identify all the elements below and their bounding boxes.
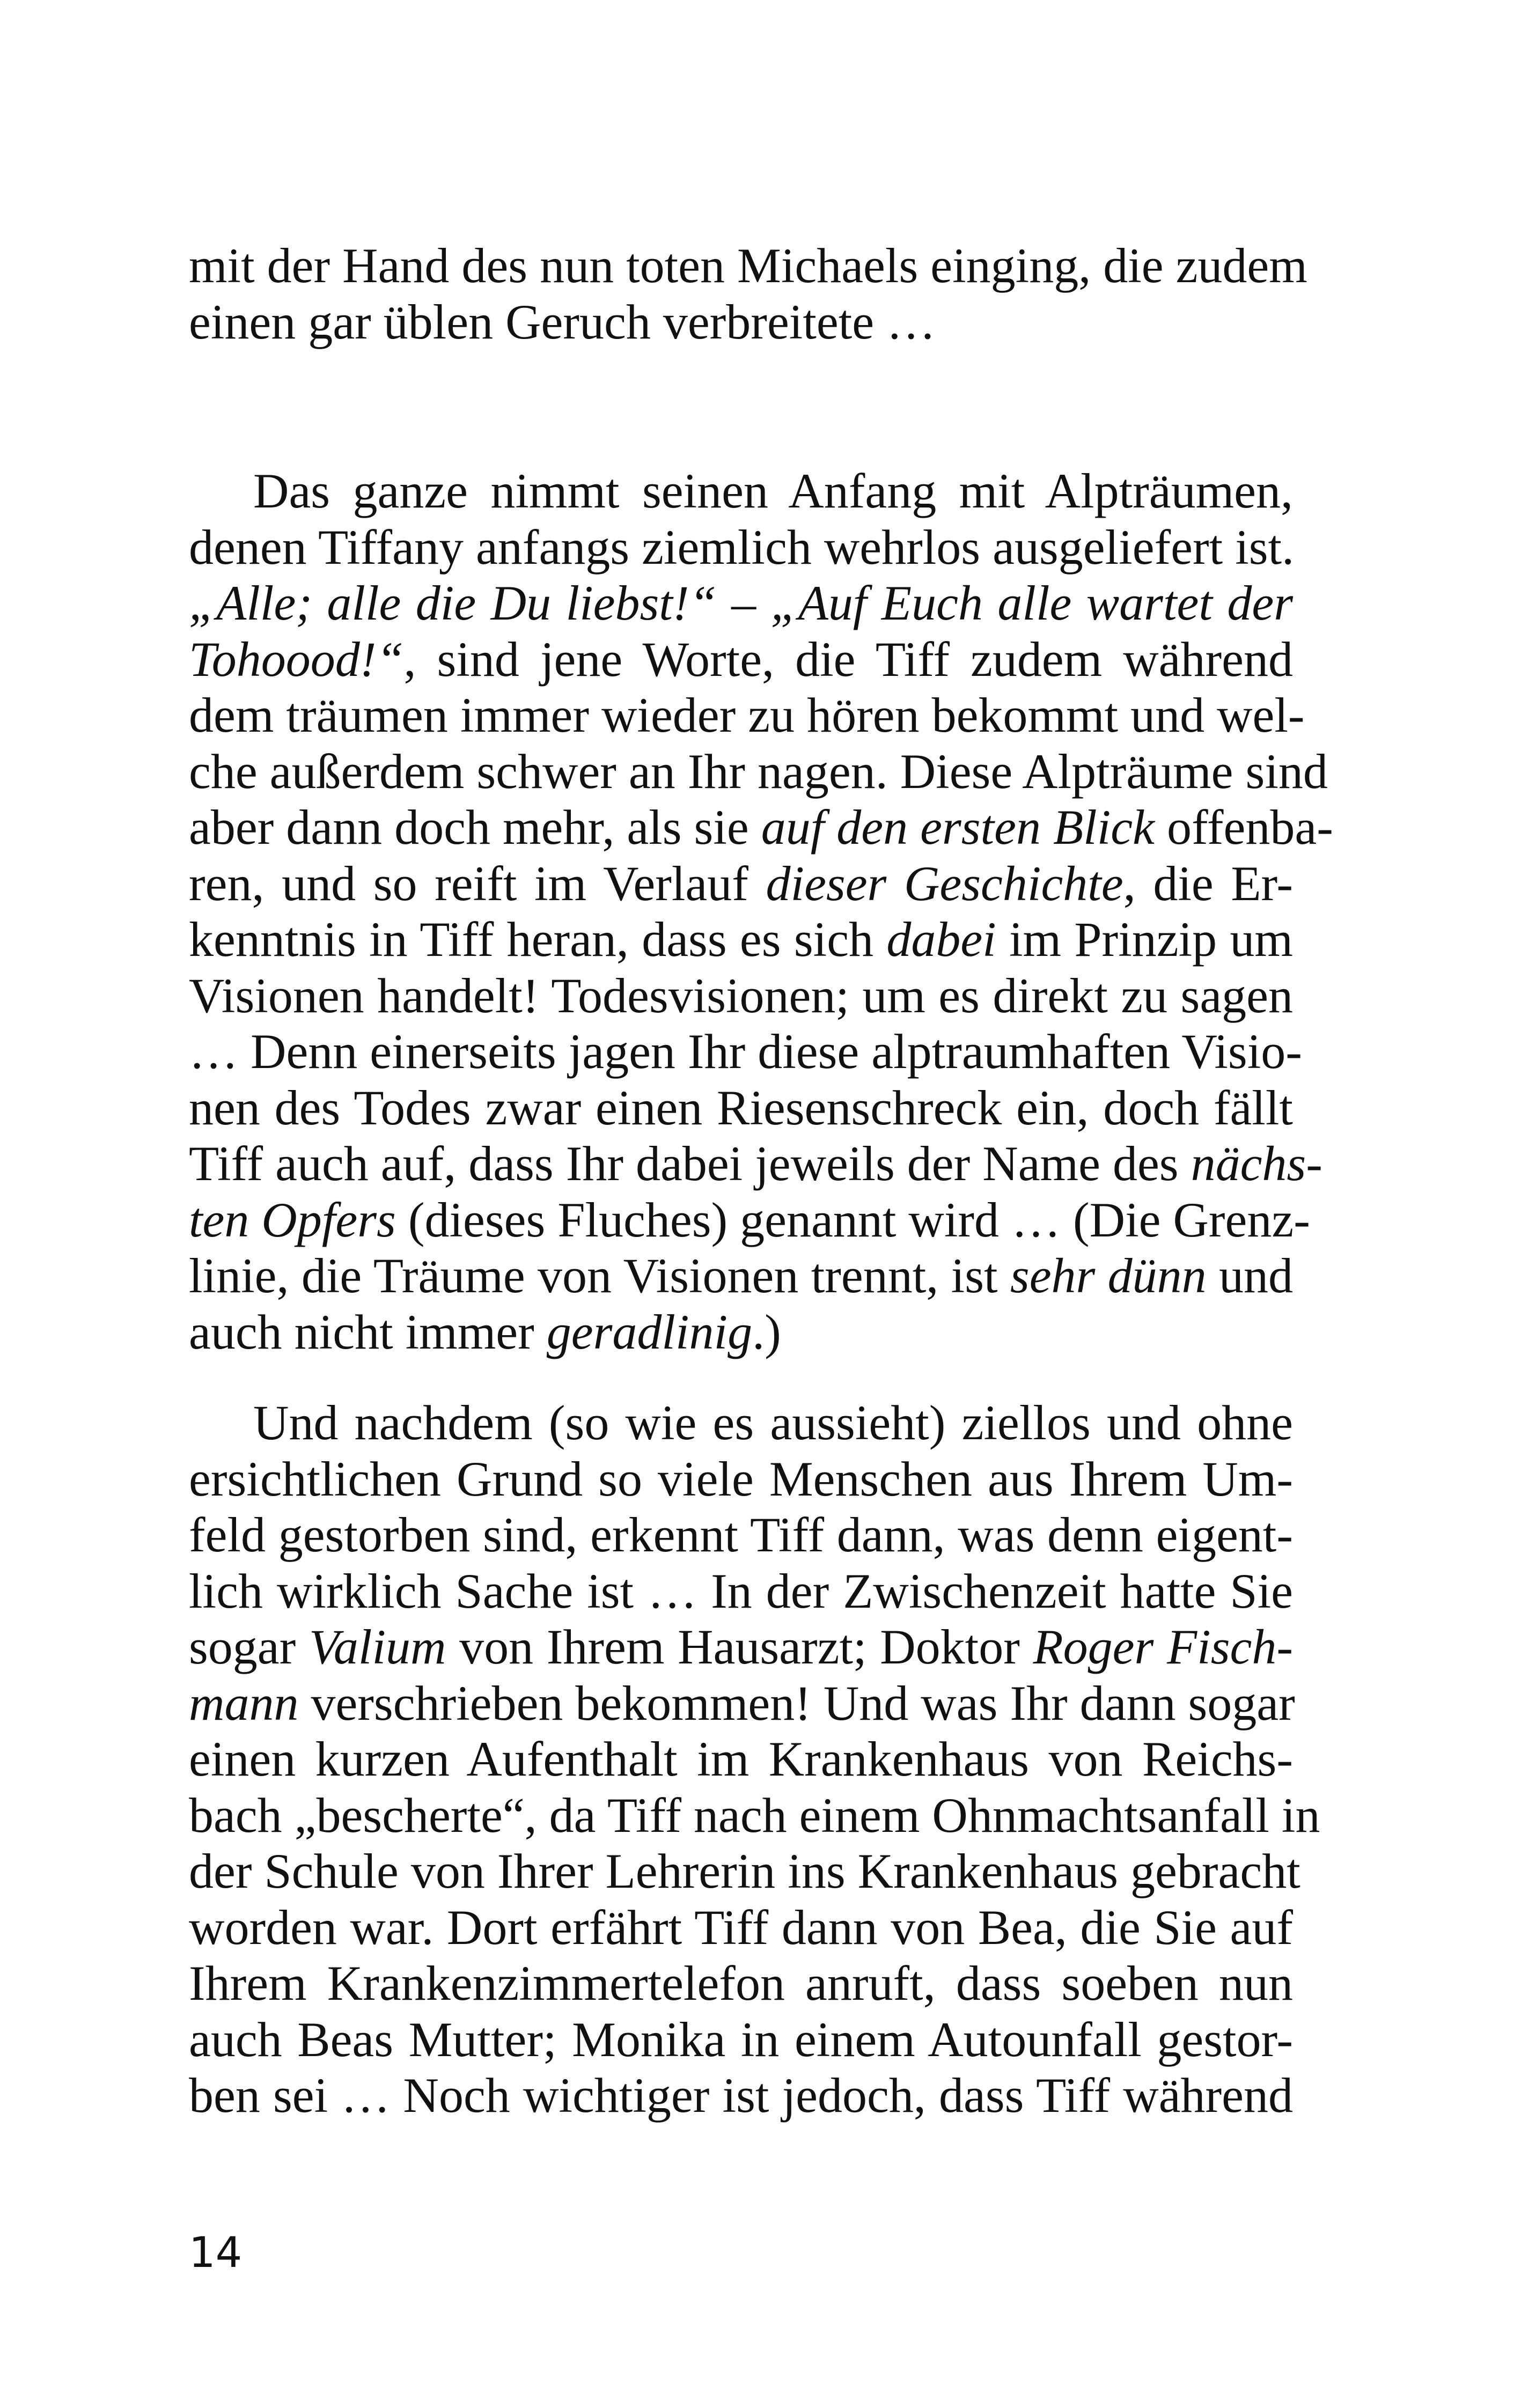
text-line: ten Opfers (dieses Fluches) genannt wird … (Die Grenz- — [189, 1192, 1310, 1247]
text-line: denen Tiffany anfangs ziemlich wehrlos ausgeliefert ist. — [189, 519, 1295, 575]
text-line: linie, die Träume von Visionen trennt, ist sehr dünn und — [189, 1248, 1293, 1303]
paragraph-1 — [189, 463, 1333, 1360]
text-line: lich wirklich Sache ist … In der Zwischenzeit hatte Sie — [189, 1563, 1293, 1618]
text-line: Tohoood!“, sind jene Worte, die Tiff zudem während — [189, 631, 1293, 687]
text-line: nen des Todes zwar einen Riesenschreck ein, doch fällt — [189, 1080, 1293, 1135]
text-line: dem träumen immer wieder zu hören bekommt und wel- — [189, 688, 1305, 742]
opening-text — [189, 238, 1307, 350]
text-line: Visionen handelt! Todesvisionen; um es direkt zu sagen — [189, 968, 1293, 1023]
paragraph-2 — [189, 1395, 1320, 2124]
text-line: aber dann doch mehr, als sie auf den ersten Blick offenba- — [189, 800, 1333, 855]
text-line: Das ganze nimmt seinen Anfang mit Alpträumen, — [253, 463, 1293, 518]
page-number: 14 — [189, 2229, 243, 2277]
text-line: einen gar üblen Geruch verbreitete … — [189, 294, 936, 349]
text-line: Und nachdem (so wie es aussieht) ziellos und ohne — [253, 1395, 1293, 1450]
text-line: bach „bescherte“, da Tiff nach einem Ohnmachtsanfall in — [189, 1787, 1320, 1843]
text-line: worden war. Dort erfährt Tiff dann von Bea, die Sie auf — [189, 1899, 1293, 1955]
text-line: … Denn einerseits jagen Ihr diese alptraumhaften Visio- — [189, 1024, 1302, 1079]
text-line: der Schule von Ihrer Lehrerin ins Krankenhaus gebracht — [189, 1844, 1300, 1898]
text-line: feld gestorben sind, erkennt Tiff dann, was denn eigent- — [189, 1507, 1293, 1562]
text-line: sogar Valium von Ihrem Hausarzt; Doktor Roger Fisch- — [189, 1619, 1293, 1674]
text-line: einen kurzen Aufenthalt im Krankenhaus von Reichs- — [189, 1732, 1293, 1786]
text-line: „Alle; alle die Du liebst!“ – „Auf Euch alle wartet der — [189, 576, 1293, 630]
text-line: ben sei … Noch wichtiger ist jedoch, dass Tiff während — [189, 2068, 1293, 2123]
text-line: ren, und so reift im Verlauf dieser Geschichte, die Er- — [189, 856, 1293, 911]
text-line: auch Beas Mutter; Monika in einem Autounfall gestor- — [189, 2012, 1293, 2067]
text-line: kenntnis in Tiff heran, dass es sich dabei im Prinzip um — [189, 912, 1293, 967]
text-line: mit der Hand des nun toten Michaels einging, die zudem — [189, 238, 1307, 293]
text-line: Tiff auch auf, dass Ihr dabei jeweils der Name des nächs- — [189, 1136, 1322, 1191]
text-line: auch nicht immer geradlinig.) — [189, 1304, 781, 1359]
text-line: Ihrem Krankenzimmertelefon anruft, dass soeben nun — [189, 1956, 1293, 2011]
text-line: che außerdem schwer an Ihr nagen. Diese Alpträume sind — [189, 743, 1328, 799]
text-line: ersichtlichen Grund so viele Menschen aus Ihrem Um- — [189, 1451, 1293, 1506]
text-line: mann verschrieben bekommen! Und was Ihr dann sogar — [189, 1675, 1295, 1730]
